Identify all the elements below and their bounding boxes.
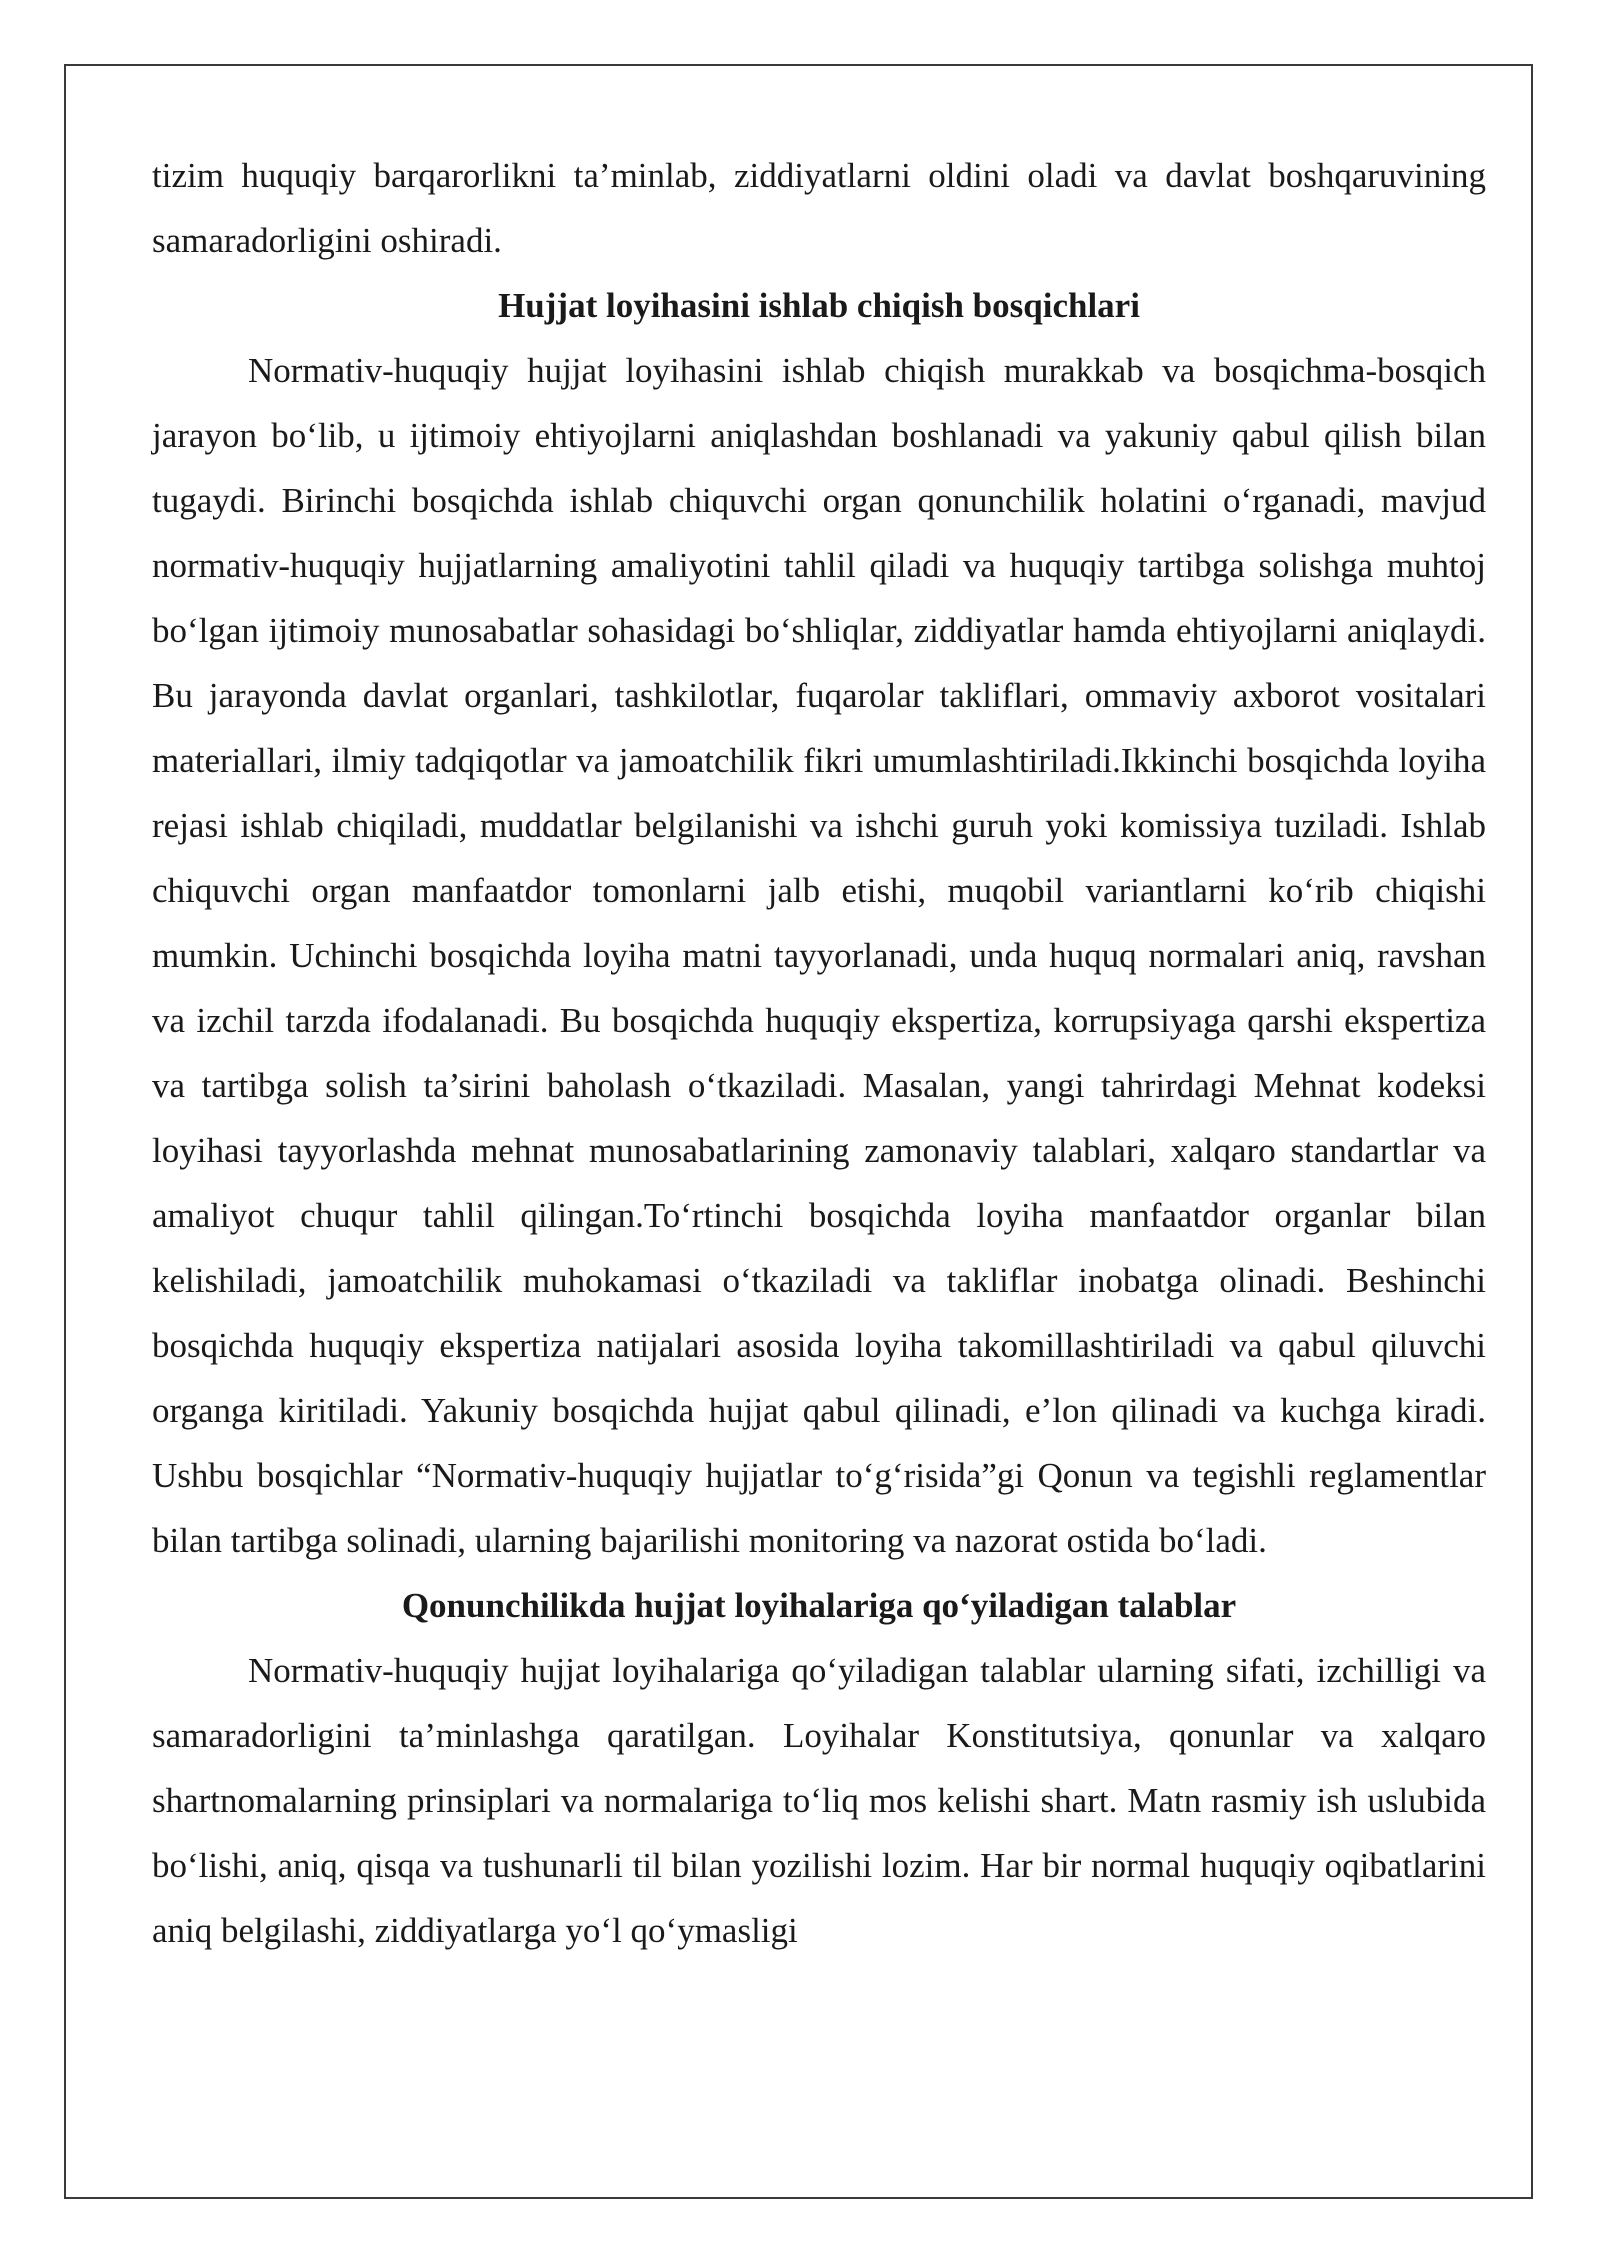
document-body (152, 143, 1486, 1963)
section-heading-requirements: Qonunchilikda hujjat loyihalariga qo‘yiladigan talablar (401, 1586, 1237, 1625)
intro-paragraph: tizim huquqiy barqarorlikni ta’minlab, ziddiyatlarni oldini oladi va davlat boshqaruvining samaradorligini oshiradi. (152, 156, 1486, 260)
paragraph-drafting-stages: Normativ-huquqiy hujjat loyihasini ishlab chiqish murakkab va bosqichma-bosqich jarayon bo‘lib, u ijtimoiy ehtiyojlarni aniqlashdan boshlanadi va yakuniy qabul qilish bilan tugaydi. Birinchi bosqichda ishlab chiquvchi organ qonunchilik holatini o‘rganadi, mavjud normativ-huquqiy hujjatlarning amaliyotini tahlil qiladi va huquqiy tartibga solishga muhtoj bo‘lgan ijtimoiy munosabatlar sohasidagi bo‘shliqlar, ziddiyatlar hamda ehtiyojlarni aniqlaydi. Bu jarayonda davlat organlari, tashkilotlar, fuqarolar takliflari, ommaviy axborot vositalari materiallari, ilmiy tadqiqotlar va jamoatchilik fikri umumlashtiriladi.Ikkinchi bosqichda loyiha rejasi ishlab chiqiladi, muddatlar belgilanishi va ishchi guruh yoki komissiya tuziladi. Ishlab chiquvchi organ manfaatdor tomonlarni jalb etishi, muqobil variantlarni ko‘rib chiqishi mumkin. Uchinchi bosqichda loyiha matni tayyorlanadi, unda huquq normalari aniq, ravshan va izchil tarzda ifodalanadi. Bu bosqichda huquqiy ekspertiza, korrupsiyaga qarshi ekspertiza va tartibga solish ta’sirini baholash o‘tkaziladi. Masalan, yangi tahrirdagi Mehnat kodeksi loyihasi tayyorlashda mehnat munosabatlarining zamonaviy talablari, xalqaro standartlar va amaliyot chuqur tahlil qilingan.To‘rtinchi bosqichda loyiha manfaatdor organlar bilan kelishiladi, jamoatchilik muhokamasi o‘tkaziladi va takliflar inobatga olinadi. Beshinchi bosqichda huquqiy ekspertiza natijalari asosida loyiha takomillashtiriladi va qabul qiluvchi organga kiritiladi. Yakuniy bosqichda hujjat qabul qilinadi, e’lon qilinadi va kuchga kiradi. Ushbu bosqichlar “Normativ-huquqiy hujjatlar to‘g‘risida”gi Qonun va tegishli reglamentlar bilan tartibga solinadi, ularning bajarilishi monitoring va nazorat ostida bo‘ladi. (152, 351, 1486, 1560)
paragraph-requirements: Normativ-huquqiy hujjat loyihalariga qo‘yiladigan talablar ularning sifati, izchilligi va samaradorligini ta’minlashga qaratilgan. Loyihalar Konstitutsiya, qonunlar va xalqaro shartnomalarning prinsiplari va normalariga to‘liq mos kelishi shart. Matn rasmiy ish uslubida bo‘lishi, aniq, qisqa va tushunarli til bilan yozilishi lozim. Har bir normal huquqiy oqibatlarini aniq belgilashi, ziddiyatlarga yo‘l qo‘ymasligi (152, 1651, 1486, 1950)
section-heading-drafting-stages: Hujjat loyihasini ishlab chiqish bosqichlari (498, 286, 1140, 325)
